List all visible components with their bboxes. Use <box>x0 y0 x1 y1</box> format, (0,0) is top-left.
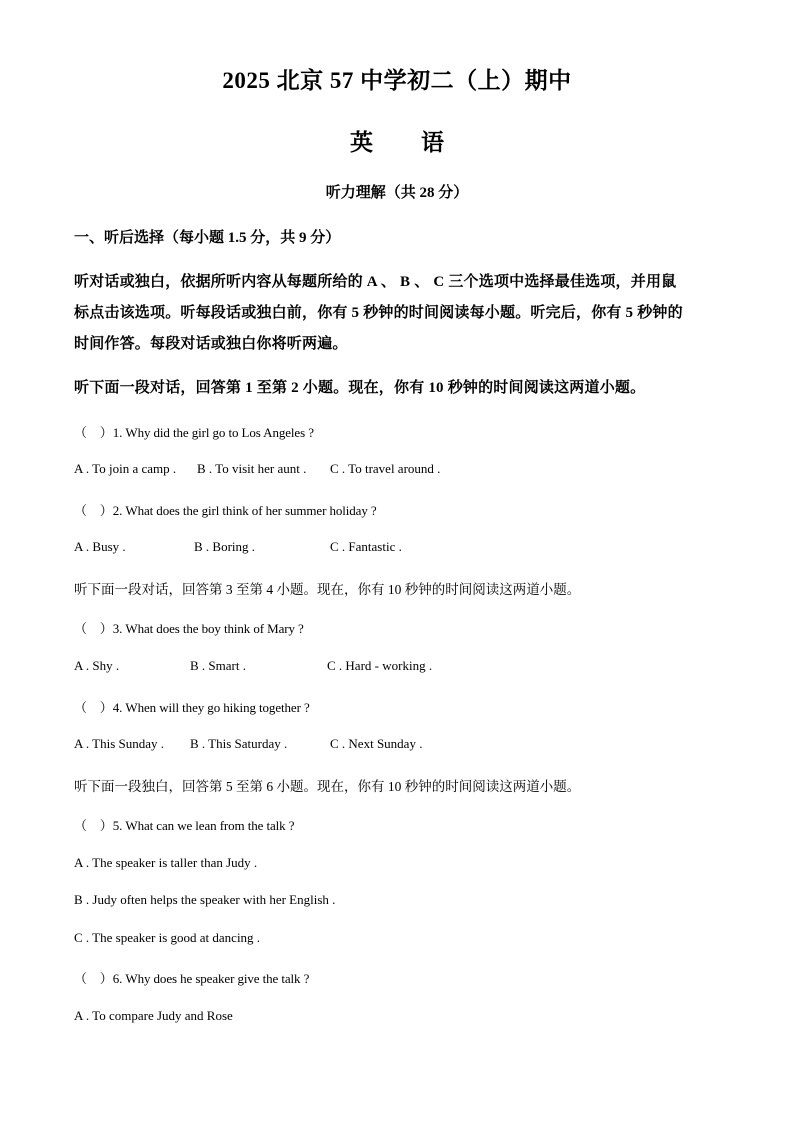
instruction-line-3: 时间作答。每段对话或独白你将听两遍。 <box>74 336 348 352</box>
question-4-option-b[interactable]: B . This Saturday . <box>190 736 288 751</box>
question-5-stem: （ ）5. What can we lean from the talk ? <box>74 818 295 833</box>
section-title: 听力理解（共 28 分） <box>325 185 469 201</box>
question-6-option-a[interactable]: A . To compare Judy and Rose <box>74 1008 233 1023</box>
question-3-option-c[interactable]: C . Hard - working . <box>327 658 433 673</box>
subject-char-left: 英 <box>350 130 373 155</box>
question-3-stem: （ ）3. What does the boy think of Mary ? <box>74 621 304 636</box>
question-2-option-a[interactable]: A . Busy . <box>74 539 126 554</box>
question-3-option-a[interactable]: A . Shy . <box>74 658 120 673</box>
dialog1-prompt: 听下面一段对话，回答第 1 至第 2 小题。现在，你有 10 秒钟的时间阅读这两道小题。 <box>74 380 646 396</box>
part-heading: 一、听后选择（每小题 1.5 分，共 9 分） <box>74 230 341 246</box>
question-2-stem: （ ）2. What does the girl think of her summer holiday ? <box>74 503 377 518</box>
question-6-stem: （ ）6. Why does he speaker give the talk ? <box>74 971 310 986</box>
instruction-line-1: 听对话或独白，依据所听内容从每题所给的 A 、 B 、 C 三个选项中选择最佳选项，并用鼠 <box>74 274 677 290</box>
exam-title: 2025 北京 57 中学初二（上）期中 <box>222 68 572 93</box>
question-4-option-a[interactable]: A . This Sunday . <box>74 736 165 751</box>
question-5-option-b[interactable]: B . Judy often helps the speaker with her English . <box>74 892 336 907</box>
question-5-option-c[interactable]: C . The speaker is good at dancing . <box>74 930 261 945</box>
question-1-option-b[interactable]: B . To visit her aunt . <box>197 461 307 476</box>
question-3-option-b[interactable]: B . Smart . <box>190 658 246 673</box>
dialog2-prompt: 听下面一段对话，回答第 3 至第 4 小题。现在，你有 10 秒钟的时间阅读这两道小题。 <box>74 582 581 597</box>
question-4-stem: （ ）4. When will they go hiking together ? <box>74 700 310 715</box>
question-5-option-a[interactable]: A . The speaker is taller than Judy . <box>74 855 258 870</box>
question-2-option-c[interactable]: C . Fantastic . <box>330 539 402 554</box>
instruction-line-2: 标点击该选项。听每段话或独白前，你有 5 秒钟的时间阅读每小题。听完后，你有 5 秒钟的 <box>74 305 683 321</box>
question-1-stem: （ ）1. Why did the girl go to Los Angeles ? <box>74 425 314 440</box>
question-1-option-c[interactable]: C . To travel around . <box>330 461 441 476</box>
question-2-option-b[interactable]: B . Boring . <box>194 539 256 554</box>
question-1-option-a[interactable]: A . To join a camp . <box>74 461 177 476</box>
question-4-option-c[interactable]: C . Next Sunday . <box>330 736 423 751</box>
subject-heading <box>0 124 794 157</box>
monologue-prompt: 听下面一段独白，回答第 5 至第 6 小题。现在，你有 10 秒钟的时间阅读这两道小题。 <box>74 779 581 794</box>
subject-char-right: 语 <box>421 130 444 155</box>
